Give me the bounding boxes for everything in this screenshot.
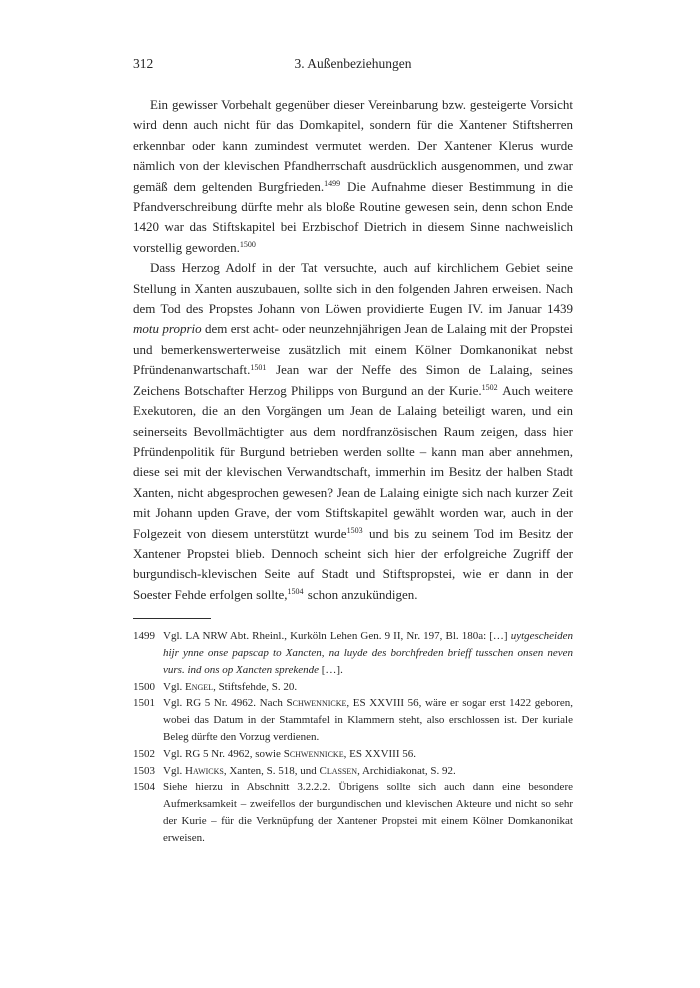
text-run: Ein gewisser Vorbehalt gegenüber dieser Vereinbarung bzw. gesteigerte Vorsicht wird denn auch nicht für das Domkapitel, sondern für die Xantener Stiftsherren erkennbar oder kann zumindest vermutet werden. Der Xantener Klerus wurde nämlich von der klevischen Pfandherrschaft ausdrücklich ausgenommen, und zwar gemäß dem geltenden Burgfrieden. bbox=[133, 97, 573, 194]
footnote-number: 1501 bbox=[133, 697, 155, 710]
footnote-text bbox=[163, 748, 416, 760]
text-run: Jean war der Neffe des Simon de Lalaing, seines Zeichens Botschafter Herzog Philipps von Burgund an der Kurie. bbox=[133, 362, 573, 398]
type-area bbox=[133, 56, 573, 847]
footnote bbox=[133, 779, 573, 846]
footnote-ref: 1504 bbox=[287, 587, 304, 597]
text-run: dem erst acht- oder neunzehnjährigen Jean de Lalaing mit der Propstei und bemerkenswerterweise zusätzlich mit einem Kölner Domkanonikat nebst Pfründenanwartschaft. bbox=[133, 321, 573, 378]
page-number: 312 bbox=[133, 56, 154, 71]
text-run: schon anzukündigen. bbox=[304, 586, 418, 602]
footnote-ref: 1500 bbox=[239, 240, 256, 250]
footnote-number: 1500 bbox=[133, 680, 155, 693]
footnote-ref: 1501 bbox=[250, 362, 267, 372]
smallcaps-text-run: Hawicks bbox=[185, 764, 224, 777]
text-run: und bis zu seinem Tod im Besitz der Xantener Propstei blieb. Dennoch scheint sich hier der erfolgreiche Zugriff der burgundisch-klevischen Seite auf Stadt und Stiftspropstei, wie er dann in der Soester Fehde erfolgen sollte, bbox=[133, 525, 573, 602]
footnote-text bbox=[163, 781, 573, 843]
footnote bbox=[133, 746, 573, 763]
footnote-ref: 1503 bbox=[346, 526, 363, 536]
body-paragraph bbox=[133, 258, 573, 605]
text-run: Vgl. RG 5 Nr. 4962, sowie bbox=[163, 747, 284, 760]
footnote bbox=[133, 763, 573, 780]
italic-text-run: uytgescheiden hijr ynne onse papscap to Xancten, na luyde des borchfreden brieff tusschen onsen neven vurs. ind ons op Xancten sprekende bbox=[163, 630, 573, 676]
text-run: Dass Herzog Adolf in der Tat versuchte, auch auf kirchlichem Gebiet seine Stellung in Xanten auszubauen, sollte sich in den folgenden Jahren erweisen. Nach dem Tod des Propstes Johann von Löwen providierte Eugen IV. im Januar 1439 bbox=[133, 260, 573, 317]
smallcaps-text-run: Engel bbox=[185, 680, 214, 693]
text-run: Vgl. RG 5 Nr. 4962. Nach bbox=[163, 697, 287, 710]
text-run: Vgl. LA NRW Abt. Rheinl., Kurköln Lehen Gen. 9 II, Nr. 197, Bl. 180a: […] bbox=[163, 630, 511, 643]
text-run: Siehe hierzu in Abschnitt 3.2.2.2. Übrigens sollte sich auch dann eine besondere Aufmerksamkeit – zweifellos der burgundischen und klevischen Akteure und nicht so sehr der Kurie – für die Verknüpfung der Xantener Propstei mit einem Kölner Domkanonikat erweisen. bbox=[163, 781, 573, 844]
text-run: , ES XXVIII 56. bbox=[343, 747, 417, 760]
footnote-number: 1504 bbox=[133, 781, 155, 794]
footnote bbox=[133, 695, 573, 745]
paragraphs bbox=[133, 95, 573, 605]
text-run: , Xanten, S. 518, und bbox=[223, 764, 320, 777]
footnote-text bbox=[163, 630, 573, 676]
footnote-ref: 1499 bbox=[324, 179, 341, 189]
smallcaps-text-run: Schwennicke bbox=[283, 747, 344, 760]
text-run: Die Aufnahme dieser Bestimmung in die Pfandverschreibung dürfte mehr als bloße Routine gewesen sein, denn schon Ende 1420 war das Stiftskapitel bei Erzbischof Dietrich in diesem Sinne nachweislich vorstellig geworden. bbox=[133, 178, 573, 255]
footnote-text bbox=[163, 697, 573, 743]
footnotes bbox=[133, 628, 573, 846]
footnote-text bbox=[163, 681, 297, 693]
body-paragraph bbox=[133, 95, 573, 258]
smallcaps-text-run: Schwennicke bbox=[286, 697, 347, 710]
text-run: , Archidiakonat, S. 92. bbox=[357, 764, 456, 777]
text-run: , Stiftsfehde, S. 20. bbox=[213, 680, 298, 693]
running-header bbox=[133, 56, 573, 72]
footnote bbox=[133, 679, 573, 696]
italic-text-run: motu proprio bbox=[133, 321, 202, 337]
smallcaps-text-run: Classen bbox=[319, 764, 358, 777]
footnote-ref: 1502 bbox=[481, 383, 498, 393]
footnote-text bbox=[163, 765, 456, 777]
footnote bbox=[133, 628, 573, 678]
footnote-rule bbox=[133, 618, 211, 619]
running-head-title: 3. Außenbeziehungen bbox=[294, 56, 412, 71]
text-run: , ES XXVIII 56, wäre er sogar erst 1422 geboren, wobei das Datum in der Stammtafel in Klammern steht, also erschlossen ist. Der kuriale Beleg dürfte den Vorzug verdienen. bbox=[163, 697, 573, 743]
footnote-number: 1503 bbox=[133, 764, 155, 777]
text-run: Auch weitere Exekutoren, die an den Vorgängen um Jean de Lalaing beteiligt waren, und ein seinerseits Bevollmächtigter aus dem nordfranzösischen Raum zeigen, dass hier Pfründenpolitik für Burgund betrieben werden sollte – kann man aber annehmen, diese sei mit der klevischen Verwandtschaft, immerhin im Besitz der halben Stadt Xanten, nicht abgesprochen gewesen? Jean de Lalaing einigte sich nach kurzer Zeit mit Johann upden Grave, der vom Stiftskapitel gewählt worden war, auch in der Folgezeit von diesem unterstützt wurde bbox=[133, 382, 573, 541]
footnote-number: 1502 bbox=[133, 747, 155, 760]
footnote-number: 1499 bbox=[133, 630, 155, 643]
text-run: Vgl. bbox=[163, 764, 185, 777]
text-run: Vgl. bbox=[163, 680, 185, 693]
text-run: […]. bbox=[319, 663, 343, 676]
